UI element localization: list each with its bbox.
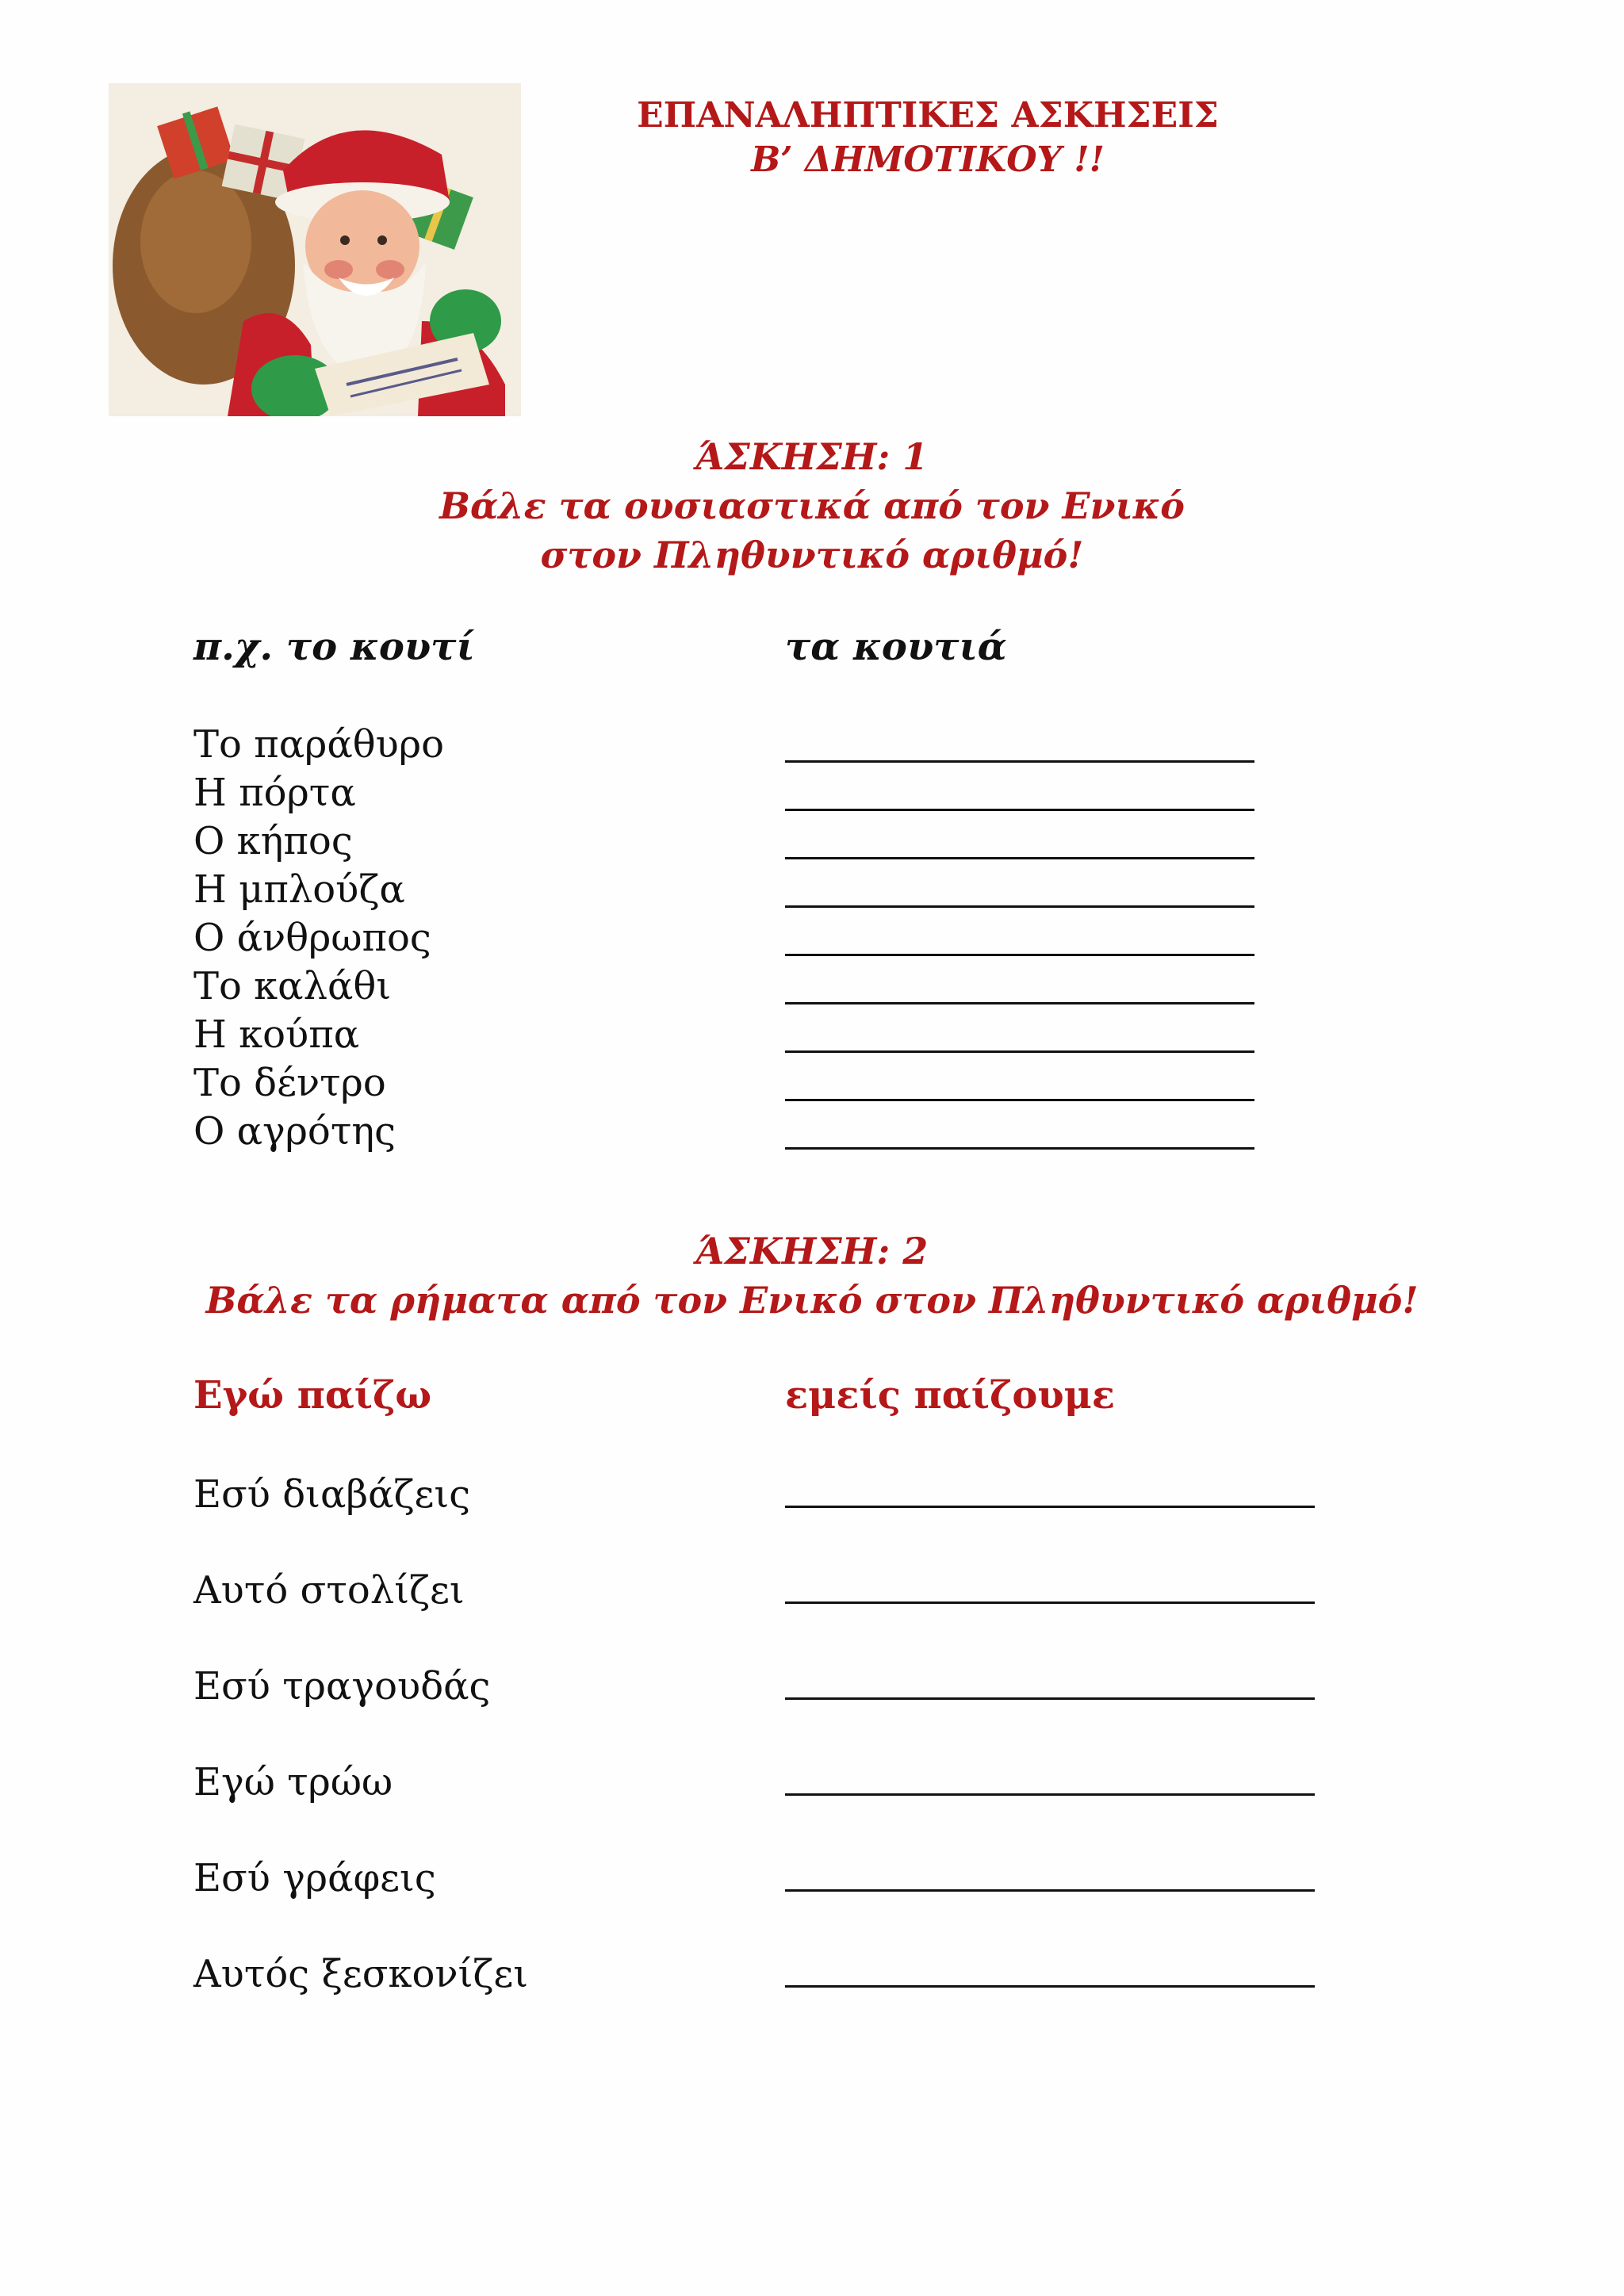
list-item [193, 771, 1383, 818]
exercise-1-word: Ο άνθρωπος [193, 916, 431, 960]
answer-line[interactable] [785, 1601, 1315, 1604]
list-item [193, 916, 1383, 963]
exercise-2-verb: Αυτό στολίζει [193, 1568, 465, 1613]
exercise-1-example-plural: τα κουτιά [785, 625, 1007, 669]
exercise-2-verb: Εγώ τρώω [193, 1760, 393, 1804]
list-item [193, 1472, 1383, 1520]
exercise-2-verb: Αυτός ξεσκονίζει [193, 1952, 529, 1996]
exercise-2-instruction: Βάλε τα ρήματα από τον Ενικό στον Πληθυντικό αριθμό! [205, 1279, 1419, 1322]
list-item [193, 1061, 1383, 1108]
exercise-1-word: Η μπλούζα [193, 867, 405, 912]
list-item [193, 1856, 1383, 1904]
exercise-1-word: Η κούπα [193, 1012, 360, 1057]
list-item [193, 867, 1383, 915]
list-item [193, 1568, 1383, 1616]
list-item [193, 1109, 1383, 1157]
answer-line[interactable] [785, 1002, 1254, 1004]
answer-line[interactable] [785, 1793, 1315, 1796]
exercise-1-word: Ο κήπος [193, 819, 353, 863]
exercise-1-word: Το παράθυρο [193, 722, 444, 767]
exercise-2-verb: Εσύ γράφεις [193, 1856, 436, 1900]
exercise-1-example-singular: π.χ. το κουτί [193, 625, 475, 669]
answer-line[interactable] [785, 760, 1254, 763]
exercise-2-example-singular: Εγώ παίζω [193, 1373, 432, 1418]
exercise-1-heading: ΆΣΚΗΣΗ: 1 [695, 435, 929, 478]
exercise-1-word: Το καλάθι [193, 964, 392, 1008]
answer-line[interactable] [785, 1099, 1254, 1101]
answer-line[interactable] [785, 1050, 1254, 1053]
answer-line[interactable] [785, 1697, 1315, 1700]
answer-line[interactable] [785, 1506, 1315, 1508]
exercise-1-word: Η πόρτα [193, 771, 356, 815]
page-title [523, 94, 1332, 182]
list-item [193, 722, 1383, 770]
answer-line[interactable] [785, 857, 1254, 859]
exercise-1-instruction-line-2: στον Πληθυντικό αριθμό! [540, 534, 1084, 576]
list-item [193, 1012, 1383, 1060]
exercise-1-word: Ο αγρότης [193, 1109, 396, 1154]
exercise-1-instruction-line-1: Βάλε τα ουσιαστικά από τον Ενικό [439, 484, 1185, 527]
answer-line[interactable] [785, 1147, 1254, 1150]
list-item [193, 819, 1383, 867]
answer-line[interactable] [785, 1889, 1315, 1892]
answer-line[interactable] [785, 1985, 1315, 1988]
answer-line[interactable] [785, 954, 1254, 956]
title-line-1: ΕΠΑΝΑΛΗΠΤΙΚΕΣ ΑΣΚΗΣΕΙΣ [637, 95, 1219, 136]
exercise-2-verb: Εσύ τραγουδάς [193, 1664, 491, 1709]
exercise-2-example-plural: εμείς παίζουμε [785, 1373, 1116, 1418]
exercise-2-verb: Εσύ διαβάζεις [193, 1472, 471, 1517]
exercise-1-word: Το δέντρο [193, 1061, 386, 1105]
list-item [193, 1760, 1383, 1808]
exercise-2-heading: ΆΣΚΗΣΗ: 2 [695, 1230, 929, 1272]
list-item [193, 964, 1383, 1012]
list-item [193, 1664, 1383, 1712]
santa-claus-image [109, 83, 521, 416]
list-item [193, 1952, 1383, 1999]
answer-line[interactable] [785, 809, 1254, 811]
title-line-2: Β’ ΔΗΜΟΤΙΚΟΥ !! [751, 140, 1105, 180]
answer-line[interactable] [785, 905, 1254, 908]
